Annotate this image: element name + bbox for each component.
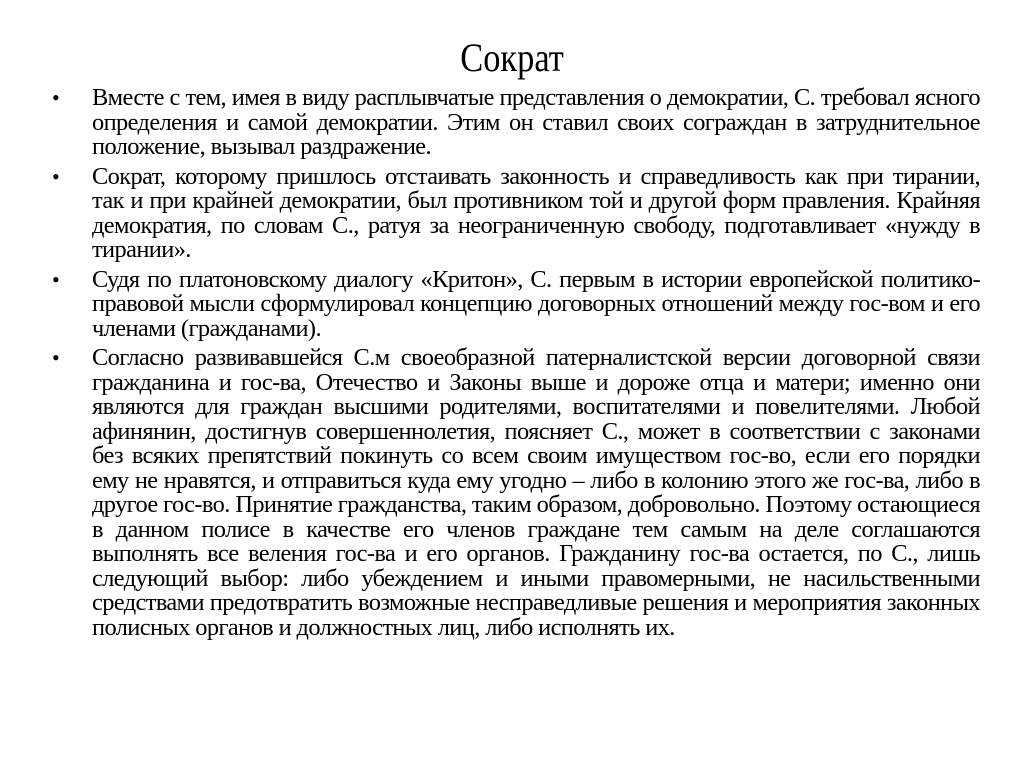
bullet-item: [52, 86, 980, 160]
bullet-text: Согласно развивавшейся С.м своеобразной патерналистской версии договорной связи гражданина и гос-ва, Отечество и Законы выше и дороже отца и матери; именно они являются для граждан высшими родителями, воспитателями и повелителями. Любой афинянин, достигнув совершеннолетия, поясняет С., может в соответствии с законами без всяких препятствий покинуть со всем своим имуществом гос-во, если его порядки ему не нравятся, и отправиться куда ему угодно – либо в колонию этого же гос-ва, либо в другое гос-во. Принятие гражданства, таким образом, добровольно. Поэтому остающиеся в данном полисе в качестве его членов граждане тем самым на деле соглашаются выполнять все веления гос-ва и его органов. Гражданину гос-ва остается, по С., лишь следующий выбор: либо убеждением и иными правомерными, не насильственными средствами предотвратить возможные несправедливые решения и мероприятия законных полисных органов и должностных лиц, либо исполнять их.: [92, 344, 980, 641]
bullet-icon: •: [52, 266, 60, 292]
bullet-item: [52, 346, 980, 640]
bullet-icon: •: [52, 163, 60, 189]
bullet-icon: •: [52, 345, 60, 370]
bullet-text: Вместе с тем, имея в виду расплывчатые представления о демократии, С. требовал ясного определения и самой демократии. Этим он ставил своих сограждан в затруднительное положение, вызывал раздражение.: [92, 84, 980, 160]
bullet-list: [52, 86, 980, 645]
bullet-item: [52, 162, 980, 263]
bullet-text: Судя по платоновскому диалогу «Критон», С. первым в истории европейской политико-правовой мысли сформулировал концепцию договорных отношений между гос-вом и его членами (гражданами).: [92, 265, 980, 342]
bullet-text: Сократ, которому пришлось отстаивать законность и справедливость как при тирании, так и при крайней демократии, был противником той и другой форм правления. Крайняя демократия, по словам С., ратуя за неограниченную свободу, подготавливает «нужду в тирании».: [92, 162, 980, 263]
slide-title: Сократ: [460, 35, 564, 80]
bullet-item: [52, 265, 980, 342]
bullet-icon: •: [52, 85, 60, 110]
